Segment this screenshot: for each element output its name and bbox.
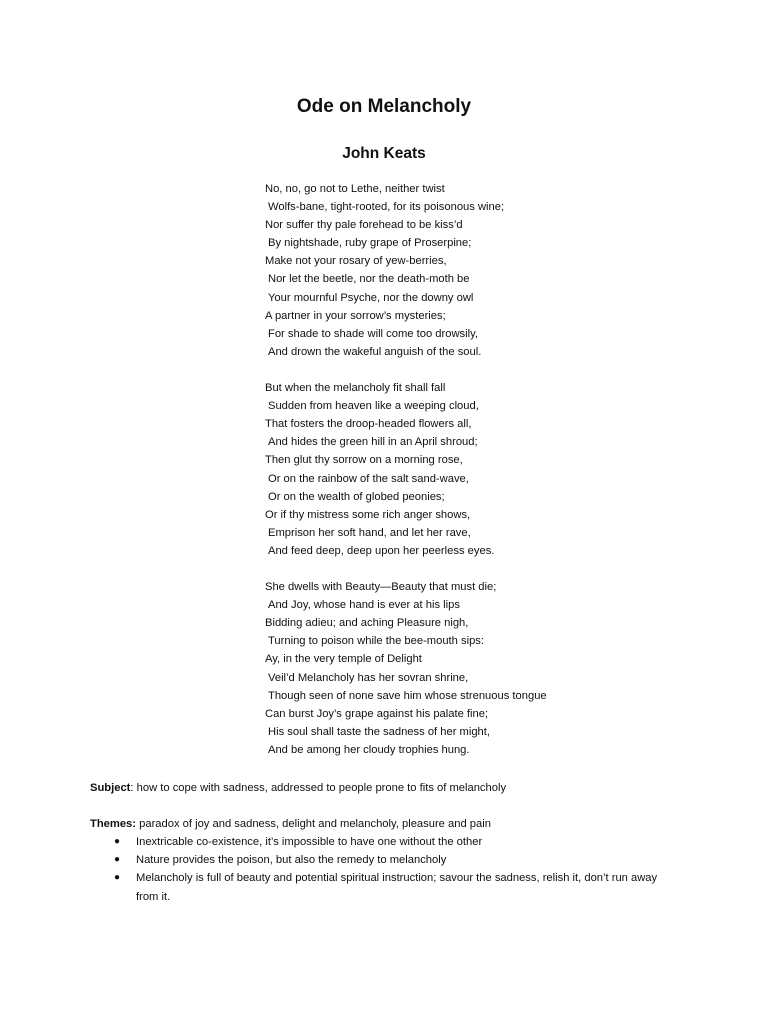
poem-line: Ay, in the very temple of Delight [265, 653, 422, 666]
poem-line: Though seen of none save him whose strenuous tongue [268, 689, 547, 702]
poem-line: Then glut thy sorrow on a morning rose, [265, 454, 463, 467]
poem-line: Nor let the beetle, nor the death-moth be [268, 273, 470, 286]
subject-label: Subject [90, 782, 131, 794]
poem-line: A partner in your sorrow’s mysteries; [265, 309, 446, 322]
poem-line: That fosters the droop-headed flowers all, [265, 418, 472, 431]
themes-bullet-list [90, 833, 690, 905]
poem-line: Your mournful Psyche, nor the downy owl [268, 291, 474, 304]
poem-line: Or on the rainbow of the salt sand-wave, [268, 472, 469, 485]
poem-line: And Joy, whose hand is ever at his lips [268, 599, 460, 612]
poem-line: By nightshade, ruby grape of Proserpine; [268, 237, 472, 250]
poem-line: Turning to poison while the bee-mouth sips: [268, 635, 484, 648]
stanza-2 [265, 379, 745, 560]
themes-label: Themes: [90, 818, 137, 831]
study-notes [90, 779, 690, 906]
poem-line: But when the melancholy fit shall fall [265, 382, 446, 395]
stanza-3 [265, 578, 745, 759]
bullet-text: Nature provides the poison, but also the remedy to melancholy [136, 854, 447, 867]
poem-line: Veil’d Melancholy has her sovran shrine, [268, 671, 469, 684]
poem-line: For shade to shade will come too drowsily, [268, 327, 478, 340]
list-item [90, 833, 676, 851]
themes-paragraph [90, 815, 690, 833]
poem-line: Make not your rosary of yew-berries, [265, 255, 447, 268]
bullet-icon: ● [114, 872, 121, 884]
poem-line: Or on the wealth of globed peonies; [268, 490, 445, 503]
stanza-1 [265, 180, 745, 361]
themes-text: paradox of joy and sadness, delight and melancholy, pleasure and pain [136, 818, 491, 831]
poem-title: Ode on Melancholy [296, 96, 472, 117]
poem-line: And drown the wakeful anguish of the soul. [268, 345, 482, 358]
poem-line: Emprison her soft hand, and let her rave, [268, 526, 471, 539]
poem-line: Or if thy mistress some rich anger shows, [265, 508, 471, 521]
poem-line: She dwells with Beauty—Beauty that must die; [265, 581, 497, 594]
list-item [90, 869, 676, 905]
list-item [90, 851, 676, 869]
bullet-icon: ● [114, 854, 121, 866]
poem-line: His soul shall taste the sadness of her might, [268, 725, 490, 738]
poem-line: No, no, go not to Lethe, neither twist [265, 183, 445, 195]
poem-body [265, 180, 745, 777]
poem-line: Nor suffer thy pale forehead to be kiss’d [265, 219, 463, 232]
subject-paragraph [90, 779, 690, 797]
poem-line: Can burst Joy’s grape against his palate fine; [265, 707, 489, 720]
bullet-text: Inextricable co-existence, it’s impossible to have one without the other [136, 836, 483, 849]
poem-author: John Keats [342, 145, 426, 162]
bullet-text: Melancholy is full of beauty and potential spiritual instruction; savour the sadness, relish it, don’t run away from it. [136, 872, 658, 903]
bullet-icon: ● [114, 836, 121, 848]
poem-line: And be among her cloudy trophies hung. [268, 743, 470, 756]
poem-line: Sudden from heaven like a weeping cloud, [268, 400, 479, 413]
poem-line: Wolfs-bane, tight-rooted, for its poisonous wine; [268, 201, 505, 214]
poem-line: And feed deep, deep upon her peerless eyes. [268, 544, 495, 557]
poem-line: And hides the green hill in an April shroud; [268, 436, 478, 449]
subject-text: : how to cope with sadness, addressed to people prone to fits of melancholy [130, 782, 507, 794]
poem-line: Bidding adieu; and aching Pleasure nigh, [265, 617, 469, 630]
